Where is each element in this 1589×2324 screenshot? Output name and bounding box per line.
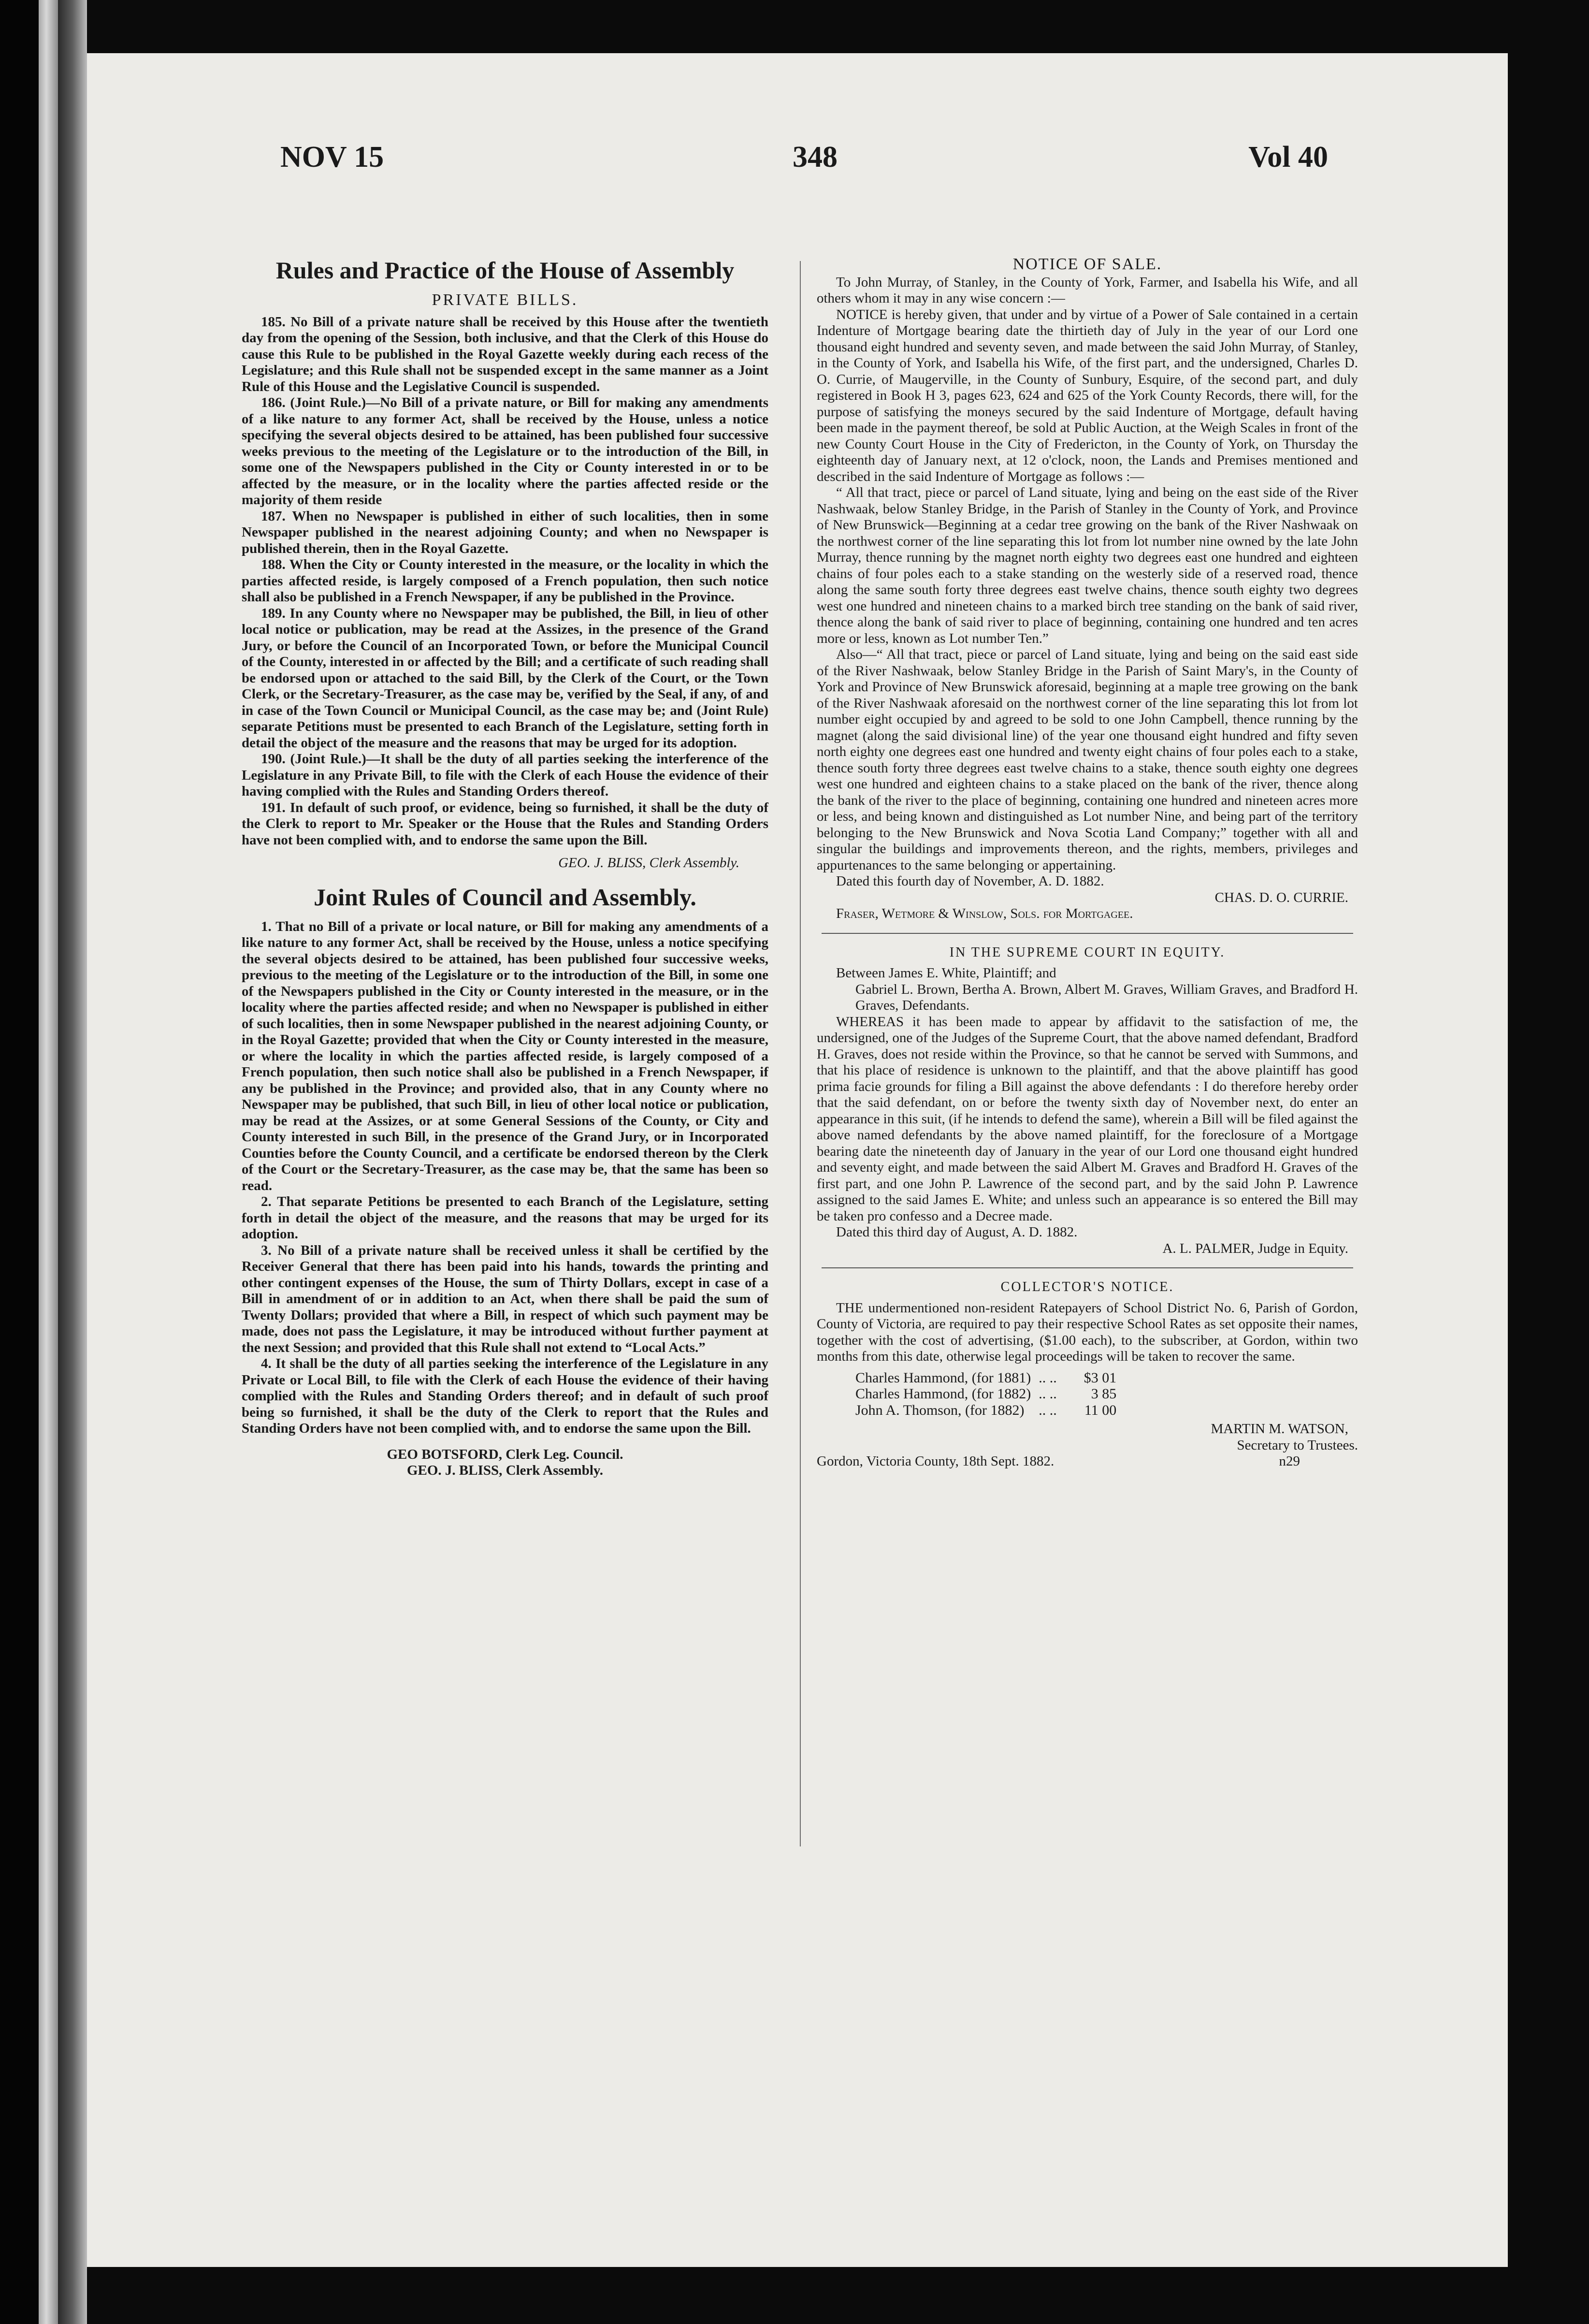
- notice-of-sale-solicitors: Fraser, Wetmore & Winslow, Sols. for Mortgagee.: [836, 906, 1133, 921]
- rule-185: 185. No Bill of a private nature shall be received by this House after the twentieth day from the opening of the Session, both inclusive, and that the Clerk of this House do cause this Rule to be published in the Royal Gazette weekly during each recess of the Legislature; and this Rule shall not be suspended except in the same manner as a Joint Rule of this House and the Legislative Council is suspended.: [242, 314, 768, 394]
- rules-practice-title: Rules and Practice of the House of Assembly: [275, 257, 735, 284]
- joint-rule-4: 4. It shall be the duty of all parties seeking the interference of the Legislature in any Private or Local Bill, to file with the Clerk of each House the evidence of their having complied with the Rules and Standing Orders thereof; and in default of such proof being so furnished, it shall be the duty of the Clerk to report that the Rules and Standing Orders have not been complied with, and to endorse the same upon the Bill.: [242, 1356, 768, 1436]
- collectors-notice-signature-title: Secretary to Trustees.: [1237, 1437, 1358, 1453]
- table-row: [855, 1370, 1124, 1386]
- ratepayer-amount: 11 00: [1084, 1402, 1117, 1418]
- ratepayer-name: Charles Hammond, (for 1881): [855, 1369, 1031, 1386]
- collectors-notice-signature: MARTIN M. WATSON,: [1211, 1421, 1348, 1437]
- notice-of-sale-address: To John Murray, of Stanley, in the County of York, Farmer, and Isabella his Wife, and all others whom it may in any wise concern :—: [817, 274, 1358, 306]
- rule-190: 190. (Joint Rule.)—It shall be the duty of all parties seeking the interference of the Legislature in any Private Bill, to file with the Clerk of each House the evidence of their having complied with the Rules and Standing Orders thereof.: [242, 751, 768, 799]
- header-date: NOV 15: [280, 141, 384, 174]
- notice-of-sale-tract-2: Also—“ All that tract, piece or parcel of Land situate, lying and being on the said east side of the River Nashwaak, below Stanley Bridge in the Parish of Saint Mary's, in the County of York and Province of New Brunswick aforesaid, beginning at a maple tree growing on the bank of the River Nashwaak aforesaid on the northwest corner of the line separating this lot from lot number eight occupied by and agreed to be sold to one John Campbell, thence running by the magnet (along the said divisional line) of the year one thousand eight hundred and fifty seven north eighty one degrees east one hundred and twenty eight chains of four poles each to a stake, thence south forty three degrees east twelve chains to a stake, thence south eighty one degrees west one hundred and eighteen chains to a stake placed on the bank of the river, thence along the bank of the river to the place of beginning, containing one hundred and nineteen acres more or less, and being known and distinguished as Lot number Nine, and being part of the territory belonging to the New Brunswick and Nova Scotia Land Company;” together with all and singular the buildings and improvements thereon, and the rights, members, privileges and appurtenances to the same belonging or appertaining.: [817, 647, 1358, 873]
- notice-of-sale-signature: CHAS. D. O. CURRIE.: [1214, 889, 1348, 905]
- supreme-court-title: IN THE SUPREME COURT IN EQUITY.: [949, 944, 1226, 960]
- joint-rules-signatures: [242, 1447, 768, 1479]
- column-divider: [800, 261, 801, 1846]
- joint-rules-section: [242, 883, 768, 1479]
- joint-rule-3: 3. No Bill of a private nature shall be received unless it shall be certified by the Receiver General that there has been paid into his hands, towards the printing and other contingent expenses of the House, the sum of Thirty Dollars, except in case of a Bill in amendment of or in addition to an Act, when there shall be paid the sum of Twenty Dollars; provided that where a Bill, in respect of which such payment may be made, does not pass the Legislature, it may be introduced without further payment at the next Session; and provided that this Rule shall not extend to “Local Acts.”: [242, 1242, 768, 1355]
- supreme-court-defendants: Gabriel L. Brown, Bertha A. Brown, Albert M. Graves, William Graves, and Bradford H. Graves, Defendants.: [855, 981, 1358, 1013]
- supreme-court-signature: A. L. PALMER, Judge in Equity.: [1162, 1240, 1348, 1256]
- collectors-notice-section: [817, 1279, 1358, 1470]
- ratepayer-dots: .. ..: [1039, 1402, 1057, 1418]
- section-divider-1: [822, 933, 1353, 934]
- table-row: [855, 1386, 1124, 1402]
- rule-186: 186. (Joint Rule.)—No Bill of a private nature, or Bill for making any amendments of a like nature to any former Act, shall be received by the House, unless a notice specifying the several objects desired to be attained, has been published four successive weeks previous to the meeting of the Legislature or to the introduction of the Bill, in some one of the Newspapers published in the City or County interested in or to be affected by the measure, or in the locality where the parties affected reside or the majority of them reside: [242, 395, 768, 508]
- ratepayer-dots: .. ..: [1039, 1369, 1057, 1386]
- collectors-notice-footer: [817, 1453, 1358, 1470]
- rule-191: 191. In default of such proof, or evidence, being so furnished, it shall be the duty of the Clerk to report to Mr. Speaker or the House that the Rules and Standing Orders have not been complied with, and to endorse the same upon the Bill.: [242, 799, 768, 848]
- ratepayers-table: [855, 1370, 1124, 1419]
- section-divider-2: [822, 1267, 1353, 1268]
- supreme-court-body: WHEREAS it has been made to appear by affidavit to the satisfaction of me, the undersigned, one of the Judges of the Supreme Court, that the above named defendant, Bradford H. Graves, does not reside within the Province, so that he cannot be served with Summons, and that his place of residence is unknown to the plaintiff, and that the above plaintiff has good prima facie grounds for filing a Bill against the above defendants : I do therefore hereby order that the said defendant, on or before the twenty sixth day of November next, do enter an appearance in this suit, (if he intends to defend the same), wherein a Bill will be filed against the above named defendants by the above named plaintiff, for the foreclosure of a Mortgage bearing date the nineteenth day of January in the year of our Lord one thousand eight hundred and seventy eight, and made between the said Albert M. Graves and Bradford H. Graves of the first part, and one John P. Lawrence of the second part, and by the said John P. Lawrence assigned to the said James E. White; and unless such an appearance is so entered the Bill may be taken pro confesso and a Decree made.: [817, 1014, 1358, 1224]
- supreme-court-between: Between James E. White, Plaintiff; and: [836, 965, 1056, 981]
- joint-rules-title: Joint Rules of Council and Assembly.: [314, 883, 696, 911]
- collectors-notice-body: THE undermentioned non-resident Ratepayers of School District No. 6, Parish of Gordon, County of Victoria, are required to pay their respective School Rates as set opposite their names, together with the cost of advertising, ($1.00 each), to the subscriber, at Gordon, within two months from this date, otherwise legal proceedings will be taken to recover the same.: [817, 1300, 1358, 1364]
- joint-rules-signature-assembly: GEO. J. BLISS, Clerk Assembly.: [406, 1463, 604, 1478]
- joint-rule-2: 2. That separate Petitions be presented to each Branch of the Legislature, setting forth in detail the object of the measure, and the reasons that may be urged for its adoption.: [242, 1194, 768, 1242]
- notice-of-sale-tract-1: “ All that tract, piece or parcel of Land situate, lying and being on the east side of the River Nashwaak, below Stanley Bridge, in the Parish of Stanley in the County of York, and Province of New Brunswick—Beginning at a cedar tree growing on the bank of the River Nashwaak on the northwest corner of the line separating this lot from lot number nine owned by the late John Murray, thence running by the magnet north eighty two degrees east one hundred and eighteen chains of four poles each to a stake standing on the westerly side of a reserved road, thence along the same south forty three degrees east twelve chains, thence south eighty two degrees west one hundred and nineteen chains to a marked birch tree standing on the bank of said river, thence along the bank of said river to place of beginning, containing one hundred and ten acres more or less, known as Lot number Ten.”: [817, 485, 1358, 646]
- header-volume: Vol 40: [1248, 141, 1328, 174]
- header-page-number: 348: [793, 141, 838, 174]
- rules-practice-section: [242, 256, 768, 872]
- joint-rules-signature-council: GEO BOTSFORD, Clerk Leg. Council.: [387, 1446, 623, 1462]
- collectors-notice-footer-location: Gordon, Victoria County, 18th Sept. 1882.: [817, 1453, 1055, 1469]
- ratepayer-amount: $3 01: [1083, 1369, 1117, 1386]
- rules-practice-signature: GEO. J. BLISS, Clerk Assembly.: [558, 855, 739, 871]
- supreme-court-dated: Dated this third day of August, A. D. 1882.: [836, 1224, 1078, 1240]
- notice-of-sale-body: NOTICE is hereby given, that under and by virtue of a Power of Sale contained in a certain Indenture of Mortgage bearing date the thirtieth day of July in the year of our Lord one thousand eight hundred and seventy seven, and made between the said John Murray, of Stanley, in the County of York, and Isabella his Wife, of the first part, and the undersigned, Charles D. O. Currie, of Maugerville, in the County of Sunbury, Esquire, of the second part, and duly registered in Book H 3, pages 623, 624 and 625 of the York County Records, there will, for the purpose of satisfying the moneys secured by the said Indenture of Mortgage, default having been made in the payment thereof, be sold at Public Auction, at the Weigh Scales in front of the new County Court House in the City of Fredericton, in the County of York, on Thursday the eighteenth day of January next, at 12 o'clock, noon, the Lands and Premises mentioned and described in the said Indenture of Mortgage as follows :—: [817, 306, 1358, 484]
- notice-of-sale-dated: Dated this fourth day of November, A. D. 1882.: [836, 873, 1104, 889]
- rule-189: 189. In any County where no Newspaper may be published, the Bill, in lieu of other local notice or publication, may be read at the Assizes, in the presence of the Grand Jury, or before the Council of an Incorporated Town, or before the Municipal Council of the County, interested in or affected by the Bill; and a certificate of such reading shall be endorsed upon or attached to the said Bill, by the Clerk of the Court, or the Town Clerk, or the Secretary-Treasurer, as the case may be, verified by the Seal, if any, of and in case of the Town Council or Municipal Council, as the case may be; and (Joint Rule) separate Petitions must be presented to each Branch of the Legislature, setting forth in detail the object of the measure and the reasons that may be urged for its adoption.: [242, 605, 768, 751]
- rule-187: 187. When no Newspaper is published in either of such localities, then in some Newspaper published in the nearest adjoining County; and when no Newspaper is published therein, then in the Royal Gazette.: [242, 508, 768, 556]
- left-column: [242, 256, 768, 1479]
- ratepayer-name: Charles Hammond, (for 1882): [855, 1386, 1031, 1402]
- notice-of-sale-title: NOTICE OF SALE.: [1012, 255, 1162, 273]
- private-bills-subheading: PRIVATE BILLS.: [432, 291, 578, 309]
- table-row: [855, 1402, 1124, 1419]
- notice-of-sale-section: [817, 256, 1358, 922]
- ratepayer-name: John A. Thomson, (for 1882): [855, 1402, 1025, 1418]
- ratepayer-amount: 3 85: [1091, 1386, 1117, 1402]
- page-header: [280, 140, 1415, 193]
- joint-rule-1: 1. That no Bill of a private or local nature, or Bill for making any amendments of a like nature to any former Act, shall be received by the House, unless a notice specifying the several objects desired to be attained, has been published four successive weeks, previous to the meeting of the Legislature or to the introduction of the Bill, in some one of the Newspapers published in the City or County interested in the measure, or in the locality where the parties affected reside; and when no Newspaper is published in either of such localities, then in some Newspaper published in the nearest adjoining County, or in the Royal Gazette; provided that when the City or County interested in the measure, or where the locality in which the parties affected reside, is largely composed of a French population, then such notice shall also be published in a French Newspaper, if any be published in the Province; and provided also, that in any County where no Newspaper may be published, that such Bill, in lieu of other local notice or publication, may be read at the Assizes, or at some General Sessions of the County, or City and County interested in such Bill, in the presence of the Grand Jury, or in Incorporated Counties before the County Council, and a certificate be endorsed thereon by the Clerk of the Court or the Secretary-Treasurer, as the case may be, that the same has been so read.: [242, 918, 768, 1193]
- rule-188: 188. When the City or County interested in the measure, or the locality in which the parties affected reside, is largely composed of a French population, then such notice shall also be published in a French Newspaper, if any be published in the Province.: [242, 557, 768, 605]
- collectors-notice-footer-code: n29: [1279, 1453, 1300, 1469]
- right-column: [817, 256, 1358, 1470]
- ratepayer-dots: .. ..: [1039, 1386, 1057, 1402]
- supreme-court-section: [817, 944, 1358, 1257]
- collectors-notice-title: COLLECTOR'S NOTICE.: [1000, 1279, 1174, 1294]
